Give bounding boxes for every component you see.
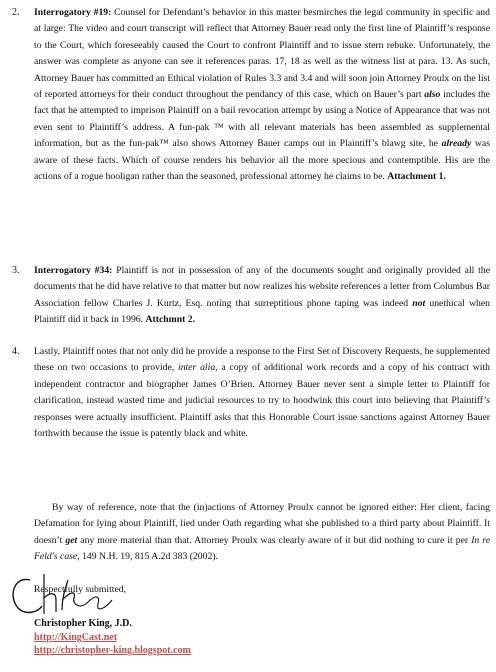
emphasis-not: not: [412, 297, 426, 309]
interrogatory-heading: Interrogatory #19:: [34, 7, 112, 18]
kingcast-link[interactable]: http://KingCast.net: [34, 632, 118, 643]
case-citation: In re Feld's case: [34, 534, 491, 563]
item-body: Interrogatory #19: Counsel for Defendant’s behavior in this matter besmirches the legal community in specific and at large: The video and court transcript will reflect that Attorney Bauer read only the first line of Plaintiff’s response to the Court, which foreseeably caused the Court to confront Plaintiff and to issue stern rebuke. Unfortunately, the answer was complete as anyone can see it references paras. 17, 18 as well as the witness list at para. 13. As such, Attorney Bauer has committed an Ethical violation of Rules 3.3 and 3.4 and will soon join Attorney Proulx on the list of reported attorneys for their conduct throughout the pendancy of this case, which on Bauer’s part also includes the fact that he attempted to imprison Plaintiff on a bail revocation attempt by using a Notice of Appearance that was not even sent to Plaintiff’s address. A fun-pak ™ with all relevant materials has been assembled as supplemental information, but as the fun-pak™ also shows Attorney Bauer camps out in Plaintiff’s blawg site, he already was aware of these facts. Which of course renders his behavior all the more specious and contemptible. His are the actions of a rogue hooligan rather than the seasoned, professional attorney he claims to be. Attachment 1.: [34, 7, 490, 183]
emphasis-also: also: [424, 89, 441, 101]
item-number: 2.: [12, 7, 20, 18]
signoff-text: Respectfully submitted,: [34, 584, 127, 595]
emphasis-get: get: [65, 534, 78, 546]
item-body: Interrogatory #34: Plaintiff is not in possession of any of the documents sought and originally provided all the documents that he did have relative to that matter but now realizes his website references a letter from Columbus Bar Association fellow Charles J. Kurtz, Esq. noting that surreptitious phone taping was indeed not unethical when Plaintiff did it back in 1996. Attchmnt 2.: [34, 265, 490, 326]
blog-link[interactable]: http://christopher-king.blogspot.com: [34, 645, 191, 656]
emphasis-inter-alia: inter alia: [178, 362, 216, 374]
handwritten-signature: [4, 566, 127, 624]
interrogatory-heading: Interrogatory #34:: [34, 265, 113, 276]
closing-paragraph: By way of reference, note that the (in)actions of Attorney Proulx cannot be ignored either: Her client, facing Defamation for lying about Plaintiff, lied under Oath regarding what she published to a third party about Plaintiff. It doesn’t get any more material than that. Attorney Proulx was clearly aware of it but did nothing to cure it per In re Feld's case, 149 N.H. 19, 815 A.2d 383 (2002).: [34, 502, 491, 563]
signer-name: Christopher King, J.D.: [34, 618, 132, 629]
emphasis-already: already: [441, 138, 472, 150]
item-number: 3.: [12, 265, 20, 276]
attachment-label: Attchmnt 2.: [145, 314, 196, 326]
item-number: 4.: [12, 346, 20, 357]
attachment-label: Attachment 1.: [387, 171, 446, 183]
item-body: Lastly, Plaintiff notes that not only did he provide a response to the First Set of Discovery Requests, he supplemented these on two occasions to provide, inter alia, a copy of additional work records and a copy of his contract with independent contractor and biographer James O’Brien. Attorney Bauer never sent a simple letter to Plaintiff for clarification, instead wasted time and judicial resources to try to hoodwink this court into believing that Plaintiff’s responses were actually insufficient. Plaintiff asks that this Honorable Court issue sanctions against Attorney Bauer forthwith because the issue is patently black and white.: [34, 346, 490, 440]
